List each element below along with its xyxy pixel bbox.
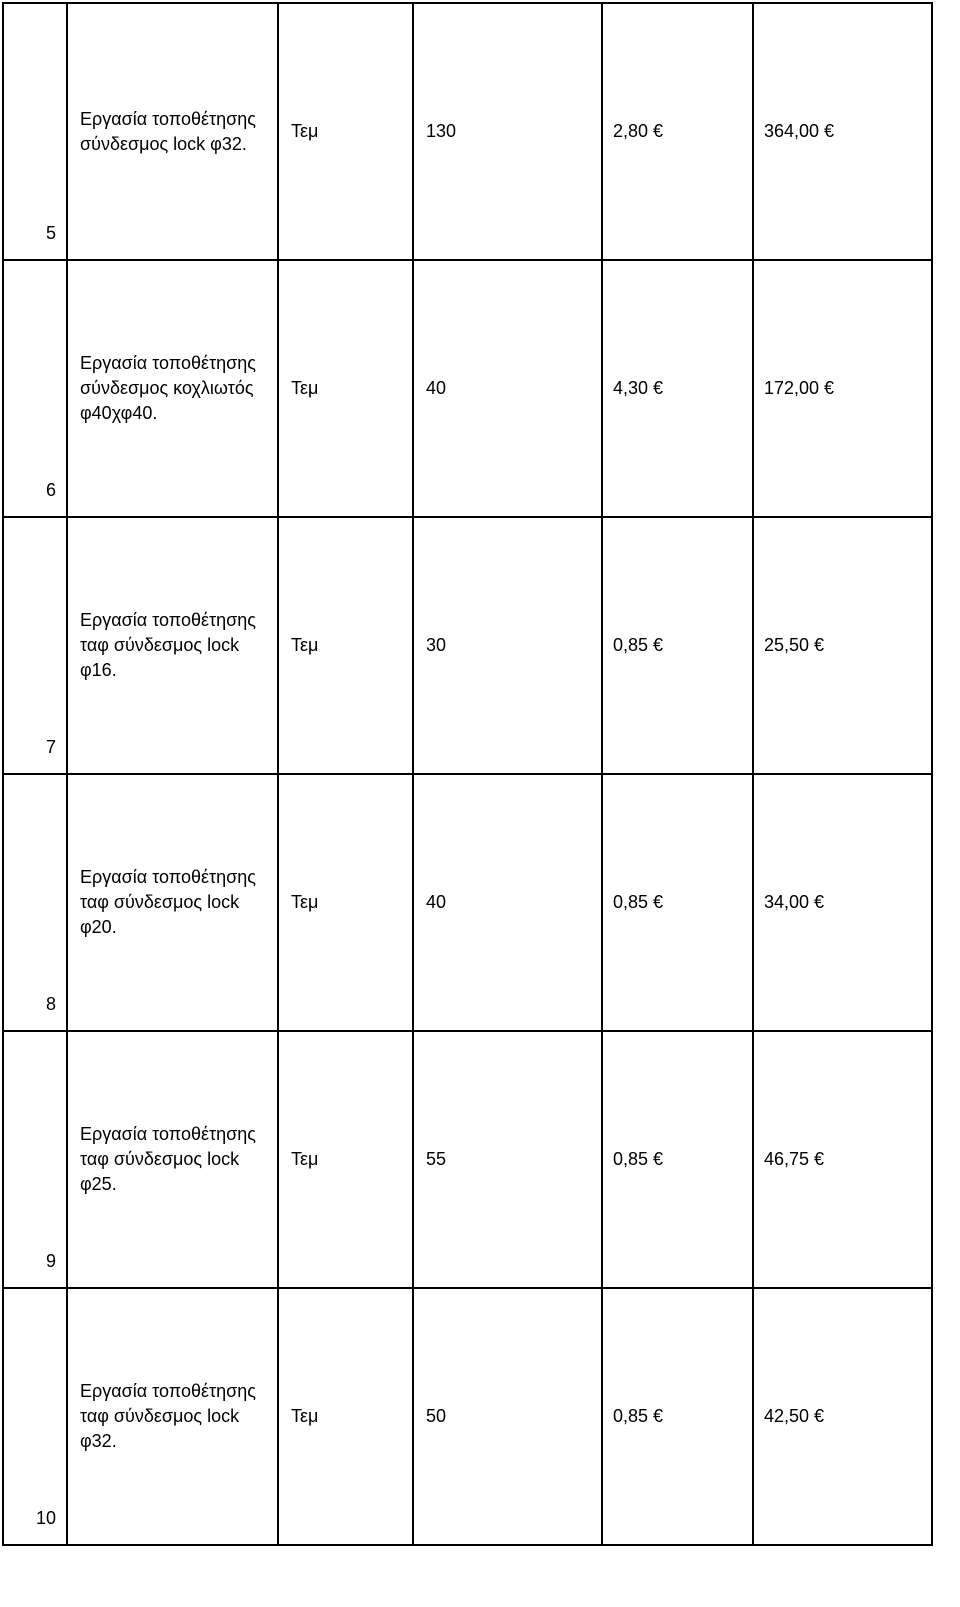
table-row [3, 260, 932, 517]
item-description [67, 260, 278, 517]
item-description [67, 1288, 278, 1545]
description-line: ταφ σύνδεσμος lock [80, 1149, 240, 1169]
item-total: 172,00 € [753, 260, 932, 517]
description-line: φ25. [80, 1174, 117, 1194]
row-number: 8 [3, 774, 67, 1031]
description-line: φ20. [80, 917, 117, 937]
description-line: σύνδεσμος lock φ32. [80, 133, 247, 154]
table-row [3, 1031, 932, 1288]
description-line: ταφ σύνδεσμος lock [80, 892, 240, 912]
item-description [67, 774, 278, 1031]
item-description [67, 517, 278, 774]
item-unit: Τεμ [278, 517, 413, 774]
description-line: φ40χφ40. [80, 403, 158, 423]
row-number: 9 [3, 1031, 67, 1288]
item-unit: Τεμ [278, 260, 413, 517]
item-unit-price: 2,80 € [602, 3, 753, 260]
table-row [3, 774, 932, 1031]
item-quantity: 130 [413, 3, 602, 260]
item-total: 25,50 € [753, 517, 932, 774]
item-quantity: 55 [413, 1031, 602, 1288]
description-line: Εργασία τοποθέτησης [80, 610, 256, 630]
item-quantity: 40 [413, 260, 602, 517]
item-unit-price: 0,85 € [602, 1031, 753, 1288]
table-row [3, 517, 932, 774]
item-quantity: 30 [413, 517, 602, 774]
table-row [3, 3, 932, 260]
row-number: 5 [3, 3, 67, 260]
description-line: φ32. [80, 1431, 117, 1451]
item-unit: Τεμ [278, 1031, 413, 1288]
items-table-body [3, 3, 932, 1545]
item-total: 34,00 € [753, 774, 932, 1031]
item-total: 42,50 € [753, 1288, 932, 1545]
row-number: 10 [3, 1288, 67, 1545]
items-table [2, 2, 933, 1546]
item-total: 364,00 € [753, 3, 932, 260]
row-number: 7 [3, 517, 67, 774]
row-number: 6 [3, 260, 67, 517]
item-unit: Τεμ [278, 1288, 413, 1545]
description-line: Εργασία τοποθέτησης [80, 1381, 256, 1401]
item-quantity: 40 [413, 774, 602, 1031]
description-line: Εργασία τοποθέτησης [80, 1124, 256, 1144]
item-unit: Τεμ [278, 3, 413, 260]
description-line: φ16. [80, 660, 117, 680]
item-unit: Τεμ [278, 774, 413, 1031]
description-line: σύνδεσμος κοχλιωτός [80, 378, 254, 398]
description-line: ταφ σύνδεσμος lock [80, 1406, 240, 1426]
description-line: Εργασία τοποθέτησης [80, 108, 256, 129]
item-description [67, 3, 278, 260]
item-unit-price: 0,85 € [602, 1288, 753, 1545]
description-line: ταφ σύνδεσμος lock [80, 635, 240, 655]
item-quantity: 50 [413, 1288, 602, 1545]
item-unit-price: 4,30 € [602, 260, 753, 517]
item-unit-price: 0,85 € [602, 774, 753, 1031]
item-description [67, 1031, 278, 1288]
table-row [3, 1288, 932, 1545]
item-unit-price: 0,85 € [602, 517, 753, 774]
description-line: Εργασία τοποθέτησης [80, 353, 256, 373]
description-line: Εργασία τοποθέτησης [80, 867, 256, 887]
item-total: 46,75 € [753, 1031, 932, 1288]
